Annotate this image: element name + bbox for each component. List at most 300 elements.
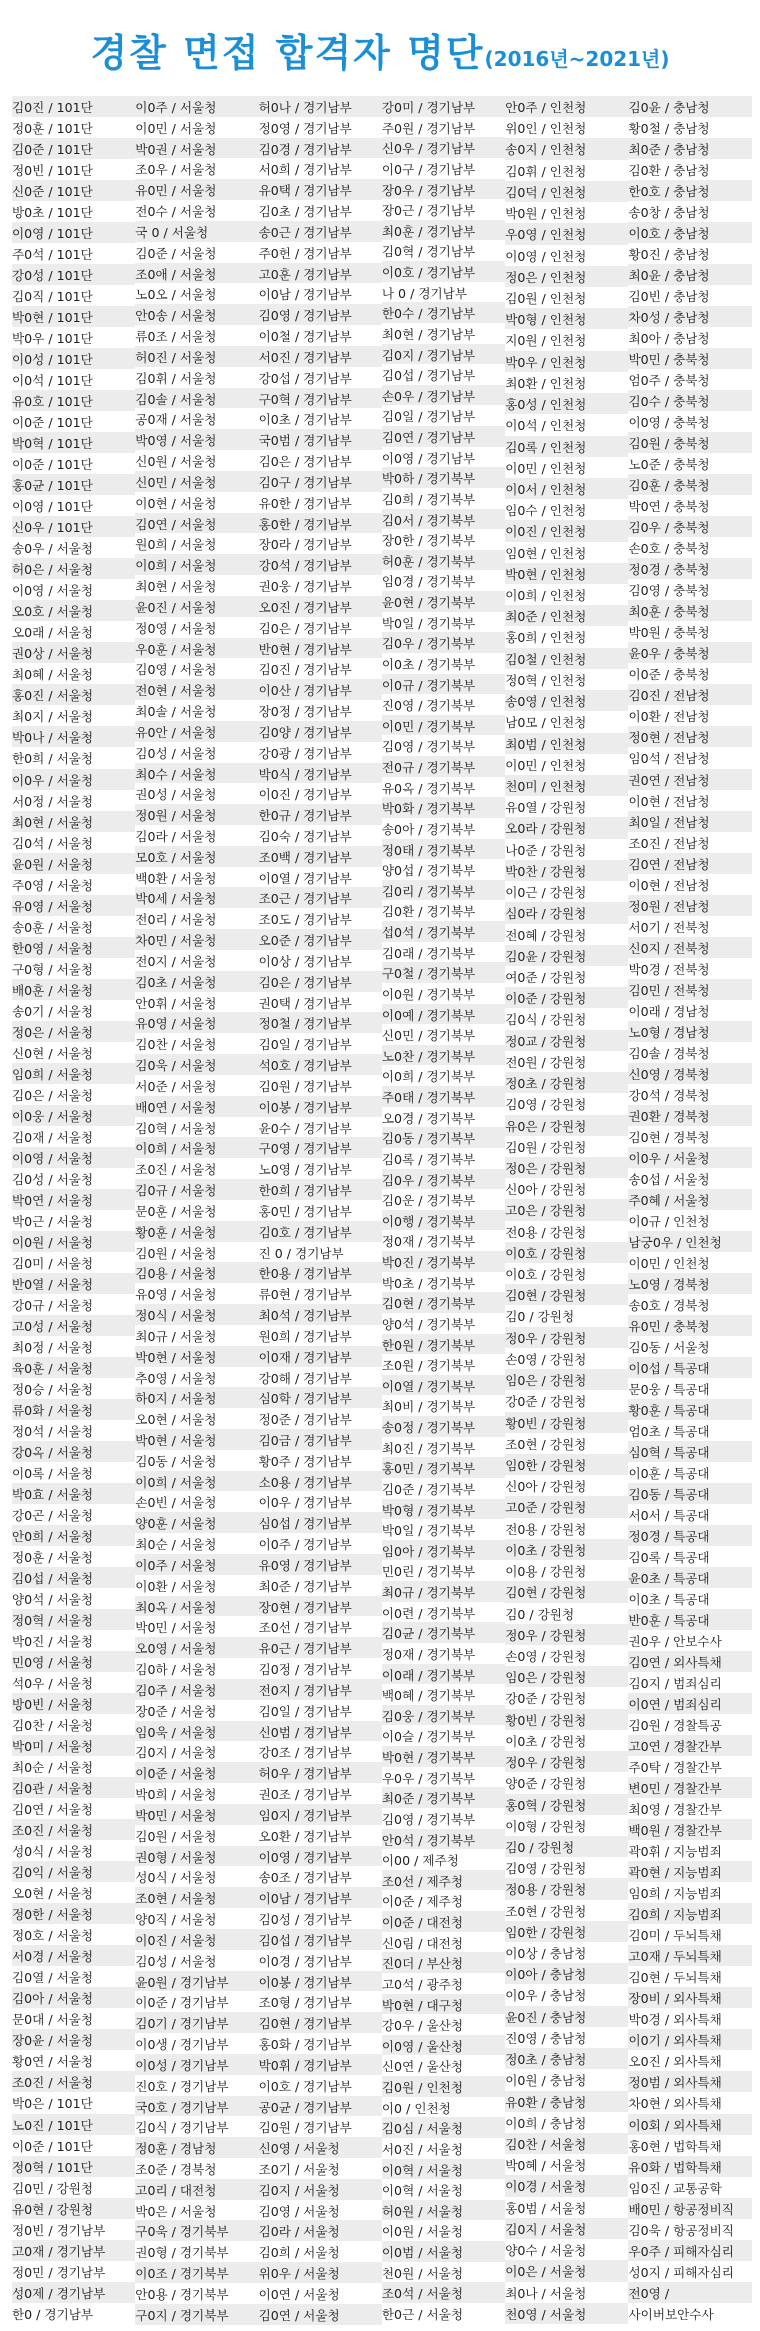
roster-entry: 신0연 / 울산청 — [382, 2055, 505, 2076]
roster-entry: 노0오 / 서울청 — [135, 283, 258, 304]
roster-entry: 윤0원 / 서울청 — [12, 853, 135, 874]
roster-entry: 김0원 / 경찰특공 — [628, 1714, 751, 1735]
roster-entry: 이0원 / 서울청 — [12, 1231, 135, 1252]
roster-entry: 박0연 / 충북청 — [628, 495, 751, 516]
roster-entry: 정0경 / 특공대 — [628, 1525, 751, 1546]
roster-entry: 정0훈 / 101단 — [12, 117, 135, 138]
roster-entry: 김0익 / 서울청 — [12, 1861, 135, 1882]
roster-entry: 주0탁 / 경찰간부 — [628, 1756, 751, 1777]
roster-entry: 정0한 / 서울청 — [12, 1903, 135, 1924]
roster-entry: 김0욱 / 서울청 — [135, 1054, 258, 1075]
roster-entry: 한0근 / 서울청 — [382, 2303, 505, 2324]
roster-entry: 권0택 / 경기남부 — [259, 992, 382, 1013]
roster-entry: 이0연 / 범죄심리 — [628, 1693, 751, 1714]
roster-entry: 김0철 / 인천청 — [505, 648, 628, 669]
roster-entry: 이0영 / 울산청 — [382, 2035, 505, 2056]
roster-entry: 박0원 / 인천청 — [505, 202, 628, 223]
roster-entry: 조0진 / 서울청 — [135, 1158, 258, 1179]
roster-entry: 이0래 / 경남청 — [628, 1000, 751, 1021]
roster-entry: 신0범 / 경기남부 — [259, 1721, 382, 1742]
roster-entry: 심0혁 / 특공대 — [628, 1441, 751, 1462]
roster-entry: 송0근 / 경기남부 — [259, 221, 382, 242]
roster-entry: 양0석 / 경기북부 — [382, 1313, 505, 1334]
roster-entry: 박0민 / 충북청 — [628, 348, 751, 369]
roster-entry: 정0재 / 경기북부 — [382, 1230, 505, 1251]
roster-entry: 주0석 / 101단 — [12, 243, 135, 264]
roster-entry: 김0준 / 101단 — [12, 138, 135, 159]
roster-entry: 정0교 / 강원청 — [505, 1030, 628, 1051]
roster-entry: 홍0균 / 101단 — [12, 474, 135, 495]
roster-entry: 김0은 / 서울청 — [12, 1084, 135, 1105]
roster-entry: 김0찬 / 서울청 — [505, 2133, 628, 2154]
roster-entry: 반0열 / 서울청 — [12, 1273, 135, 1294]
roster-entry: 이0초 / 특공대 — [628, 1588, 751, 1609]
roster-entry: 이0호 / 강원청 — [505, 1242, 628, 1263]
roster-entry: 김0원 / 서울청 — [135, 1825, 258, 1846]
roster-entry: 이0구 / 경기남부 — [382, 158, 505, 179]
roster-entry: 김0빈 / 충남청 — [628, 285, 751, 306]
roster-entry: 엄0주 / 충북청 — [628, 369, 751, 390]
roster-entry: 이0희 / 경기북부 — [382, 1065, 505, 1086]
roster-entry: 김0영 / 서울청 — [259, 2200, 382, 2221]
roster-entry: 신0영 / 경북청 — [628, 1063, 751, 1084]
roster-entry: 위0인 / 인천청 — [505, 117, 628, 138]
roster-entry: 최0솔 / 서울청 — [135, 700, 258, 721]
roster-entry: 오0호 / 서울청 — [12, 600, 135, 621]
roster-entry: 조0원 / 경기북부 — [382, 1354, 505, 1375]
roster-entry: 황0철 / 충남청 — [628, 117, 751, 138]
roster-entry: 김0재 / 서울청 — [12, 1126, 135, 1147]
roster-entry: 이0준 / 101단 — [12, 411, 135, 432]
roster-entry: 반0훈 / 특공대 — [628, 1609, 751, 1630]
roster-entry: 김0민 / 강원청 — [12, 2177, 135, 2198]
roster-entry: 김0훈 / 충북청 — [628, 474, 751, 495]
roster-entry: 손0영 / 강원청 — [505, 1645, 628, 1666]
roster-entry: 이0경 / 서울청 — [505, 2175, 628, 2196]
roster-entry: 이0희 / 서울청 — [135, 1137, 258, 1158]
header — [0, 0, 760, 86]
roster-entry: 강0미 / 경기남부 — [382, 96, 505, 117]
roster-entry: 신0우 / 경기남부 — [382, 137, 505, 158]
roster-entry: 고0석 / 광주청 — [382, 1973, 505, 1994]
roster-entry: 정0준 / 경기남부 — [259, 1408, 382, 1429]
roster-entry: 임0은 / 강원청 — [505, 1369, 628, 1390]
roster-entry: 정0승 / 서울청 — [12, 1378, 135, 1399]
roster-entry: 나0준 / 강원청 — [505, 839, 628, 860]
roster-entry: 장0준 / 서울청 — [135, 1700, 258, 1721]
roster-entry: 서0서 / 특공대 — [628, 1504, 751, 1525]
roster-entry: 이0진 / 경기남부 — [259, 783, 382, 804]
roster-entry: 김0록 / 인천청 — [505, 436, 628, 457]
roster-entry: 조0진 / 전남청 — [628, 832, 751, 853]
roster-entry: 성0식 / 서울청 — [12, 1840, 135, 1861]
roster-entry: 유0환 / 충남청 — [505, 2091, 628, 2112]
roster-entry: 박0진 / 서울청 — [12, 1630, 135, 1651]
roster-entry: 김0연 / 외사특채 — [628, 1651, 751, 1672]
roster-entry: 최0영 / 경찰간부 — [628, 1798, 751, 1819]
roster-entry: 최0훈 / 경기남부 — [382, 220, 505, 241]
roster-entry: 오0환 / 경기남부 — [259, 1825, 382, 1846]
roster-entry: 박0우 / 인천청 — [505, 351, 628, 372]
roster-entry: 이0혁 / 서울청 — [382, 2179, 505, 2200]
roster-entry: 정0식 / 서울청 — [135, 1304, 258, 1325]
roster-entry: 이0연 / 서울청 — [259, 2283, 382, 2304]
roster-entry: 신0민 / 경기북부 — [382, 1024, 505, 1045]
roster-entry: 정0석 / 서울청 — [12, 1420, 135, 1441]
roster-entry: 최0준 / 인천청 — [505, 605, 628, 626]
roster-entry: 오0영 / 서울청 — [135, 1637, 258, 1658]
roster-entry: 유0안 / 서울청 — [135, 721, 258, 742]
roster-entry: 류0현 / 경기남부 — [259, 1283, 382, 1304]
roster-entry: 노0형 / 경남청 — [628, 1021, 751, 1042]
roster-entry: 이0준 / 강원청 — [505, 987, 628, 1008]
roster-entry: 최0수 / 서울청 — [135, 763, 258, 784]
roster-entry: 류0조 / 서울청 — [135, 325, 258, 346]
roster-entry: 김0수 / 충북청 — [628, 390, 751, 411]
roster-entry: 이0련 / 경기북부 — [382, 1602, 505, 1623]
roster-entry: 이0상 / 경기남부 — [259, 950, 382, 971]
roster-entry: 한0원 / 경기북부 — [382, 1334, 505, 1355]
roster-entry: 윤0초 / 특공대 — [628, 1567, 751, 1588]
roster-entry: 허0원 / 서울청 — [382, 2200, 505, 2221]
roster-entry: 장0라 / 경기남부 — [259, 533, 382, 554]
roster-entry: 한0용 / 경기남부 — [259, 1262, 382, 1283]
roster-entry: 윤0진 / 충남청 — [505, 2006, 628, 2027]
roster-entry: 차0현 / 외사특채 — [628, 2092, 751, 2113]
roster-entry: 이0환 / 전남청 — [628, 705, 751, 726]
roster-entry: 한0수 / 경기남부 — [382, 302, 505, 323]
roster-entry: 이00 / 제주청 — [382, 1849, 505, 1870]
roster-entry: 이0석 / 인천청 — [505, 414, 628, 435]
roster-entry: 이0준 / 제주청 — [382, 1890, 505, 1911]
roster-entry: 섭0석 / 경기북부 — [382, 921, 505, 942]
roster-entry: 진0영 / 경기북부 — [382, 694, 505, 715]
roster-entry: 임0욱 / 서울청 — [135, 1721, 258, 1742]
roster-entry: 구0지 / 경기북부 — [135, 2304, 258, 2325]
roster-entry: 전0지 / 서울청 — [135, 950, 258, 971]
roster-entry: 이0준 / 101단 — [12, 453, 135, 474]
roster-entry: 김0용 / 서울청 — [135, 1262, 258, 1283]
roster-entry: 강0해 / 경기남부 — [259, 1367, 382, 1388]
roster-entry: 이0호 / 경기남부 — [259, 2075, 382, 2096]
roster-entry: 진0더 / 부산청 — [382, 1952, 505, 1973]
roster-entry: 손0우 / 경기남부 — [382, 385, 505, 406]
roster-entry: 고0연 / 경찰간부 — [628, 1735, 751, 1756]
roster-entry: 민0린 / 경기북부 — [382, 1560, 505, 1581]
roster-entry: 양0직 / 서울청 — [135, 1908, 258, 1929]
roster-entry: 김0현 / 경기남부 — [259, 2012, 382, 2033]
roster-entry: 서0정 / 서울청 — [12, 790, 135, 811]
roster-entry: 이0예 / 경기북부 — [382, 1004, 505, 1025]
roster-entry: 최0순 / 서울청 — [135, 1533, 258, 1554]
roster-entry: 이0주 / 서울청 — [135, 1554, 258, 1575]
roster-entry: 김0숙 / 경기남부 — [259, 825, 382, 846]
roster-entry: 이0주 / 서울청 — [135, 96, 258, 117]
roster-entry: 박0권 / 서울청 — [135, 138, 258, 159]
roster-entry: 김0운 / 경기북부 — [382, 1189, 505, 1210]
roster-entry: 최0석 / 경기남부 — [259, 1304, 382, 1325]
roster-entry: 신0준 / 101단 — [12, 180, 135, 201]
roster-entry: 이0철 / 경기남부 — [259, 325, 382, 346]
roster-entry: 김0지 / 경기남부 — [382, 344, 505, 365]
roster-entry: 임0은 / 강원청 — [505, 1666, 628, 1687]
roster-entry: 정0태 / 경기북부 — [382, 839, 505, 860]
roster-entry: 방0초 / 101단 — [12, 201, 135, 222]
roster-entry: 천0원 / 서울청 — [382, 2262, 505, 2283]
roster-entry: 유0민 / 서울청 — [135, 179, 258, 200]
roster-entry: 구0영 / 경기남부 — [259, 1137, 382, 1158]
roster-entry: 김0일 / 경기남부 — [259, 1700, 382, 1721]
roster-entry: 서0진 / 경기남부 — [259, 346, 382, 367]
roster-entry: 정0우 / 강원청 — [505, 1327, 628, 1348]
roster-entry: 백0혜 / 경기북부 — [382, 1684, 505, 1705]
roster-entry: 배0연 / 서울청 — [135, 1096, 258, 1117]
roster-entry: 김0영 / 강원청 — [505, 1093, 628, 1114]
roster-entry: 최0준 / 경기북부 — [382, 1787, 505, 1808]
roster-entry: 김0은 / 경기남부 — [259, 450, 382, 471]
roster-entry: 신0림 / 대전청 — [382, 1932, 505, 1953]
roster-entry: 이0우 / 서울청 — [628, 1147, 751, 1168]
roster-entry: 한0규 / 경기남부 — [259, 804, 382, 825]
roster-entry: 김0지 / 서울청 — [259, 2179, 382, 2200]
roster-entry: 유0민 / 충북청 — [628, 1315, 751, 1336]
roster-entry: 조0진 / 서울청 — [12, 1819, 135, 1840]
roster-entry: 양0훈 / 서울청 — [135, 1512, 258, 1533]
roster-entry: 오0래 / 서울청 — [12, 621, 135, 642]
roster-entry: 유0호 / 101단 — [12, 390, 135, 411]
roster-entry: 김0라 / 서울청 — [259, 2220, 382, 2241]
roster-entry: 최0정 / 서울청 — [12, 1336, 135, 1357]
roster-entry: 임0지 / 경기남부 — [259, 1804, 382, 1825]
roster-entry: 김0섭 / 서울청 — [12, 1567, 135, 1588]
roster-entry: 황0빈 / 강원청 — [505, 1412, 628, 1433]
roster-entry: 김0서 / 경기북부 — [382, 509, 505, 530]
roster-entry: 신0지 / 전북청 — [628, 937, 751, 958]
roster-entry: 황0빈 / 강원청 — [505, 1709, 628, 1730]
roster-entry: 송0영 / 인천청 — [505, 690, 628, 711]
roster-entry: 소0용 / 경기남부 — [259, 1471, 382, 1492]
roster-entry: 김0영 / 경기북부 — [382, 1808, 505, 1829]
roster-entry: 김0섭 / 경기남부 — [259, 1929, 382, 1950]
roster-entry: 진0호 / 경기남부 — [135, 2075, 258, 2096]
roster-entry: 최0일 / 전남청 — [628, 811, 751, 832]
roster-entry: 구0혁 / 경기남부 — [259, 388, 382, 409]
roster-entry: 정0원 / 전남청 — [628, 895, 751, 916]
roster-entry: 장0정 / 경기남부 — [259, 700, 382, 721]
roster-entry: 서0희 / 경기남부 — [259, 158, 382, 179]
roster-entry: 장0비 / 외사특채 — [628, 1987, 751, 2008]
roster-entry: 배0훈 / 서울청 — [12, 979, 135, 1000]
roster-entry: 정0경 / 충북청 — [628, 558, 751, 579]
roster-entry: 안0석 / 경기북부 — [382, 1829, 505, 1850]
roster-entry: 정0용 / 강원청 — [505, 1878, 628, 1899]
roster-entry: 성0식 / 서울청 — [135, 1866, 258, 1887]
roster-entry: 석0우 / 서울청 — [12, 1672, 135, 1693]
roster-entry: 유0근 / 경기남부 — [259, 1637, 382, 1658]
roster-entry: 김0혁 / 경기남부 — [382, 240, 505, 261]
roster-entry: 정0혁 / 101단 — [12, 2156, 135, 2177]
roster-entry: 박0경 / 외사특채 — [628, 2008, 751, 2029]
roster-entry: 김0원 / 경기남부 — [259, 2116, 382, 2137]
roster-entry: 고0성 / 서울청 — [12, 1315, 135, 1336]
roster-entry: 이0용 / 강원청 — [505, 1560, 628, 1581]
roster-entry: 전0용 / 강원청 — [505, 1221, 628, 1242]
roster-entry: 최0옥 / 서울청 — [135, 1596, 258, 1617]
roster-entry: 이0아 / 충남청 — [505, 1963, 628, 1984]
roster-entry: 장0윤 / 서울청 — [12, 2029, 135, 2050]
roster-entry: 우0영 / 인천청 — [505, 223, 628, 244]
roster-entry: 신0아 / 강원청 — [505, 1475, 628, 1496]
roster-entry: 조0기 / 서울청 — [259, 2158, 382, 2179]
roster-entry: 윤0수 / 경기남부 — [259, 1117, 382, 1138]
roster-entry: 김0영 / 강원청 — [505, 1857, 628, 1878]
roster-entry: 강0석 / 경기남부 — [259, 554, 382, 575]
roster-entry: 심0라 / 강원청 — [505, 902, 628, 923]
roster-entry: 김0록 / 특공대 — [628, 1546, 751, 1567]
roster-entry: 최0준 / 경기남부 — [259, 1575, 382, 1596]
roster-entry: 송0섭 / 서울청 — [628, 1168, 751, 1189]
roster-entry: 이0현 / 서울청 — [135, 492, 258, 513]
roster-entry: 이0영 / 서울청 — [12, 1147, 135, 1168]
roster-entry: 육0훈 / 서울청 — [12, 1357, 135, 1378]
roster-entry: 고0은 / 강원청 — [505, 1199, 628, 1220]
roster-entry: 강0광 / 경기남부 — [259, 742, 382, 763]
roster-entry: 임0진 / 교통공학 — [628, 2177, 751, 2198]
roster-entry: 노0영 / 경기남부 — [259, 1158, 382, 1179]
roster-entry: 노0찬 / 경기북부 — [382, 1045, 505, 1066]
roster-entry: 이0열 / 경기북부 — [382, 1375, 505, 1396]
roster-entry: 박0진 / 경기북부 — [382, 1251, 505, 1272]
roster-entry: 국 0 / 서울청 — [135, 221, 258, 242]
roster-entry: 이0래 / 경기북부 — [382, 1664, 505, 1685]
roster-entry: 김0초 / 경기남부 — [259, 200, 382, 221]
roster-entry: 손0빈 / 서울청 — [135, 1491, 258, 1512]
roster-entry: 추0영 / 서울청 — [135, 1367, 258, 1388]
roster-entry: 사이버보안수사 — [628, 2303, 751, 2324]
roster-entry: 송0훈 / 서울청 — [12, 916, 135, 937]
roster-entry: 박0현 / 인천청 — [505, 563, 628, 584]
roster-entry: 노0준 / 충북청 — [628, 453, 751, 474]
roster-entry: 한0영 / 서울청 — [12, 937, 135, 958]
roster-entry: 김0현 / 경북청 — [628, 1126, 751, 1147]
roster-entry: 오0현 / 서울청 — [135, 1408, 258, 1429]
roster-entry: 김0관 / 서울청 — [12, 1777, 135, 1798]
roster-entry: 박0식 / 경기남부 — [259, 763, 382, 784]
roster-entry: 권0형 / 서울청 — [135, 1846, 258, 1867]
roster-entry: 박0혁 / 101단 — [12, 432, 135, 453]
roster-entry: 김0지 / 서울청 — [135, 1741, 258, 1762]
roster-entry: 김0은 / 경기남부 — [259, 971, 382, 992]
roster-entry: 박0영 / 서울청 — [135, 429, 258, 450]
roster-entry: 이0서 / 인천청 — [505, 478, 628, 499]
roster-entry: 박0현 / 101단 — [12, 306, 135, 327]
roster-entry: 홍0화 / 경기남부 — [259, 2033, 382, 2054]
roster-entry: 강0조 / 경기남부 — [259, 1741, 382, 1762]
roster-entry: 전0영 / — [628, 2282, 751, 2303]
roster-entry: 장0한 / 경기북부 — [382, 529, 505, 550]
roster-entry: 권0환 / 경북청 — [628, 1105, 751, 1126]
roster-entry: 오0현 / 서울청 — [12, 1882, 135, 1903]
roster-entry: 정0빈 / 경기남부 — [12, 2219, 135, 2240]
roster-entry: 구0형 / 서울청 — [12, 958, 135, 979]
roster-entry: 모0호 / 서울청 — [135, 846, 258, 867]
roster-entry: 박0현 / 서울청 — [135, 1346, 258, 1367]
roster-entry: 김0원 / 인천청 — [505, 287, 628, 308]
roster-entry: 양0준 / 강원청 — [505, 1772, 628, 1793]
roster-entry: 김0현 / 경기북부 — [382, 1292, 505, 1313]
roster-entry: 임0아 / 경기북부 — [382, 1540, 505, 1561]
roster-entry: 김0혁 / 서울청 — [135, 1117, 258, 1138]
roster-entry: 강0우 / 울산청 — [382, 2014, 505, 2035]
roster-entry: 김0섭 / 경기남부 — [382, 364, 505, 385]
roster-entry: 전0수 / 서울청 — [135, 200, 258, 221]
roster-entry: 곽0휘 / 지능범죄 — [628, 1840, 751, 1861]
roster-entry: 김0금 / 경기남부 — [259, 1429, 382, 1450]
roster-entry: 백0원 / 경찰간부 — [628, 1819, 751, 1840]
roster-entry: 주0영 / 서울청 — [12, 874, 135, 895]
roster-entry: 김0환 / 충남청 — [628, 159, 751, 180]
roster-entry: 문0웅 / 특공대 — [628, 1378, 751, 1399]
roster-entry: 유0영 / 서울청 — [135, 1283, 258, 1304]
roster-entry: 김0욱 / 항공정비직 — [628, 2219, 751, 2240]
roster-entry: 남궁0우 / 인천청 — [628, 1231, 751, 1252]
roster-entry: 이0웅 / 서울청 — [12, 1105, 135, 1126]
roster-entry: 최0훈 / 충북청 — [628, 600, 751, 621]
roster-entry: 홍0범 / 서울청 — [505, 2197, 628, 2218]
roster-entry: 유0은 / 강원청 — [505, 1115, 628, 1136]
roster-entry: 이0재 / 경기남부 — [259, 1346, 382, 1367]
roster-entry: 송0호 / 경북청 — [628, 1294, 751, 1315]
roster-entry: 조0백 / 경기남부 — [259, 846, 382, 867]
roster-entry: 유0영 / 경기남부 — [259, 1554, 382, 1575]
roster-entry: 조0선 / 제주청 — [382, 1870, 505, 1891]
roster-entry: 이0준 / 101단 — [12, 2135, 135, 2156]
roster-entry: 이0민 / 서울청 — [135, 117, 258, 138]
roster-entry: 권0성 / 서울청 — [135, 783, 258, 804]
roster-entry: 나 0 / 경기남부 — [382, 282, 505, 303]
roster-entry: 차0성 / 충남청 — [628, 306, 751, 327]
roster-entry: 송0아 / 경기북부 — [382, 818, 505, 839]
roster-entry: 안0주 / 인천청 — [505, 96, 628, 117]
roster-entry: 송0조 / 경기남부 — [259, 1866, 382, 1887]
roster-entry: 박0형 / 경기북부 — [382, 1499, 505, 1520]
roster-column — [628, 96, 751, 2324]
roster-entry: 원0희 / 서울청 — [135, 533, 258, 554]
roster-entry: 오0진 / 외사특채 — [628, 2050, 751, 2071]
roster-entry: 김0주 / 서울청 — [135, 1679, 258, 1700]
roster-entry: 박0민 / 서울청 — [135, 1616, 258, 1637]
roster-entry: 박0현 / 대구청 — [382, 1994, 505, 2015]
roster-entry: 윤0우 / 충북청 — [628, 642, 751, 663]
roster-entry: 김0동 / 서울청 — [628, 1336, 751, 1357]
roster-entry: 안0용 / 경기북부 — [135, 2283, 258, 2304]
roster-entry: 이0회 / 외사특채 — [628, 2114, 751, 2135]
roster-entry: 우0우 / 경기북부 — [382, 1767, 505, 1788]
roster-entry: 김0 / 강원청 — [505, 1836, 628, 1857]
roster-entry: 차0민 / 서울청 — [135, 929, 258, 950]
roster-entry: 김0초 / 서울청 — [135, 971, 258, 992]
roster-entry: 박0형 / 인천청 — [505, 308, 628, 329]
roster-entry: 이0규 / 경기북부 — [382, 674, 505, 695]
roster-entry: 이0훈 / 특공대 — [628, 1462, 751, 1483]
roster-entry: 최0현 / 경기남부 — [382, 323, 505, 344]
roster-entry: 국0호 / 경기남부 — [135, 2096, 258, 2117]
roster-entry: 김0동 / 서울청 — [135, 1450, 258, 1471]
roster-entry: 김0동 / 특공대 — [628, 1483, 751, 1504]
roster-entry: 김0미 / 두뇌특채 — [628, 1924, 751, 1945]
roster-entry: 진 0 / 경기남부 — [259, 1242, 382, 1263]
roster-entry: 공0균 / 경기남부 — [259, 2096, 382, 2117]
